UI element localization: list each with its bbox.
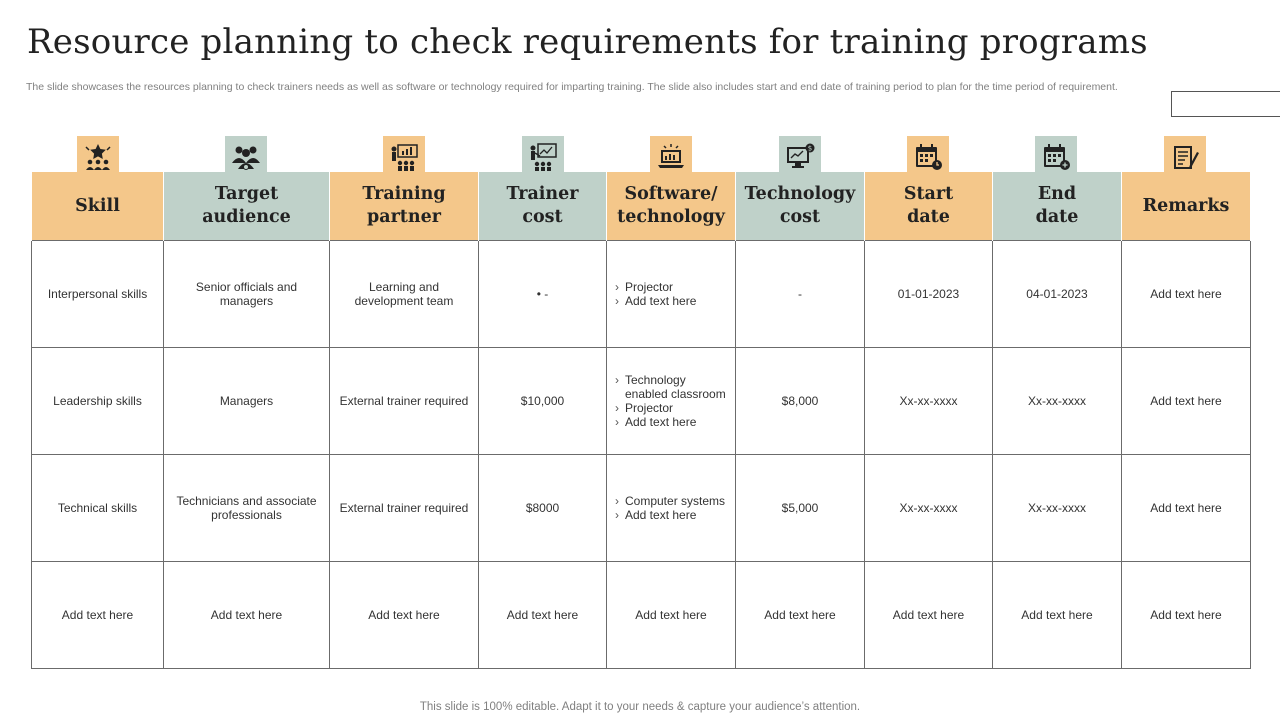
- cell-software: [607, 455, 736, 562]
- list-item: › Computer systems: [615, 494, 729, 508]
- cell-partner: External trainer required: [330, 455, 479, 562]
- list-item: › Projector: [615, 401, 729, 415]
- footer-note: This slide is 100% editable. Adapt it to your needs & capture your audience’s attention.: [419, 701, 861, 713]
- cell-software: [607, 348, 736, 455]
- cell-audience: Add text here: [164, 562, 330, 669]
- cell-end-date: 04-01-2023: [993, 241, 1122, 348]
- table-row: [32, 348, 1251, 455]
- cell-skill: Technical skills: [32, 455, 164, 562]
- header-target-audience: Target audience: [164, 172, 330, 241]
- header-trainer-cost: Trainer cost: [479, 172, 607, 241]
- list-item: › Add text here: [615, 294, 729, 308]
- table-header-row: [32, 172, 1251, 241]
- cell-partner: Learning and development team: [330, 241, 479, 348]
- cell-trainer-cost: $10,000: [479, 348, 607, 455]
- empty-text-box: [1171, 91, 1280, 117]
- table-row: [32, 241, 1251, 348]
- header-end-date: End date: [993, 172, 1122, 241]
- header-start-date: Start date: [865, 172, 993, 241]
- cell-audience: Senior officials and managers: [164, 241, 330, 348]
- cell-trainer-cost: $8000: [479, 455, 607, 562]
- list-item: › Add text here: [615, 415, 729, 429]
- cell-trainer-cost: • -: [479, 241, 607, 348]
- cell-tech-cost: $5,000: [736, 455, 865, 562]
- cell-remarks: Add text here: [1122, 241, 1251, 348]
- resource-table: [31, 172, 1251, 669]
- list-item: › Technology enabled classroom: [615, 373, 729, 401]
- cell-tech-cost: Add text here: [736, 562, 865, 669]
- cell-start-date: Xx-xx-xxxx: [865, 455, 993, 562]
- page-subtitle: The slide showcases the resources planning to check trainers needs as well as software or technology required for imparting training. The slide also includes start and end date of training period to plan for the time period of requirement.: [26, 81, 1118, 93]
- cell-audience: Technicians and associate professionals: [164, 455, 330, 562]
- cell-end-date: Xx-xx-xxxx: [993, 348, 1122, 455]
- svg-text:$: $: [807, 144, 813, 153]
- cell-end-date: Xx-xx-xxxx: [993, 455, 1122, 562]
- table-row: [32, 562, 1251, 669]
- header-technology-cost: Technology cost: [736, 172, 865, 241]
- header-training-partner: Training partner: [330, 172, 479, 241]
- list-item: › Add text here: [615, 508, 729, 522]
- header-skill: Skill: [32, 172, 164, 241]
- cell-software: Add text here: [607, 562, 736, 669]
- cell-remarks: Add text here: [1122, 348, 1251, 455]
- page-title: Resource planning to check requirements for training programs: [27, 22, 1148, 62]
- cell-remarks: Add text here: [1122, 455, 1251, 562]
- cell-tech-cost: $8,000: [736, 348, 865, 455]
- cell-audience: Managers: [164, 348, 330, 455]
- cell-partner: External trainer required: [330, 348, 479, 455]
- cell-trainer-cost: Add text here: [479, 562, 607, 669]
- cell-start-date: 01-01-2023: [865, 241, 993, 348]
- cell-partner: Add text here: [330, 562, 479, 669]
- cell-skill: Leadership skills: [32, 348, 164, 455]
- cell-end-date: Add text here: [993, 562, 1122, 669]
- list-item: › Projector: [615, 280, 729, 294]
- cell-skill: Interpersonal skills: [32, 241, 164, 348]
- cell-skill: Add text here: [32, 562, 164, 669]
- cell-start-date: Add text here: [865, 562, 993, 669]
- header-remarks: Remarks: [1122, 172, 1251, 241]
- cell-remarks: Add text here: [1122, 562, 1251, 669]
- cell-start-date: Xx-xx-xxxx: [865, 348, 993, 455]
- cell-software: [607, 241, 736, 348]
- header-software-technology: Software/ technology: [607, 172, 736, 241]
- cell-tech-cost: -: [736, 241, 865, 348]
- table-row: [32, 455, 1251, 562]
